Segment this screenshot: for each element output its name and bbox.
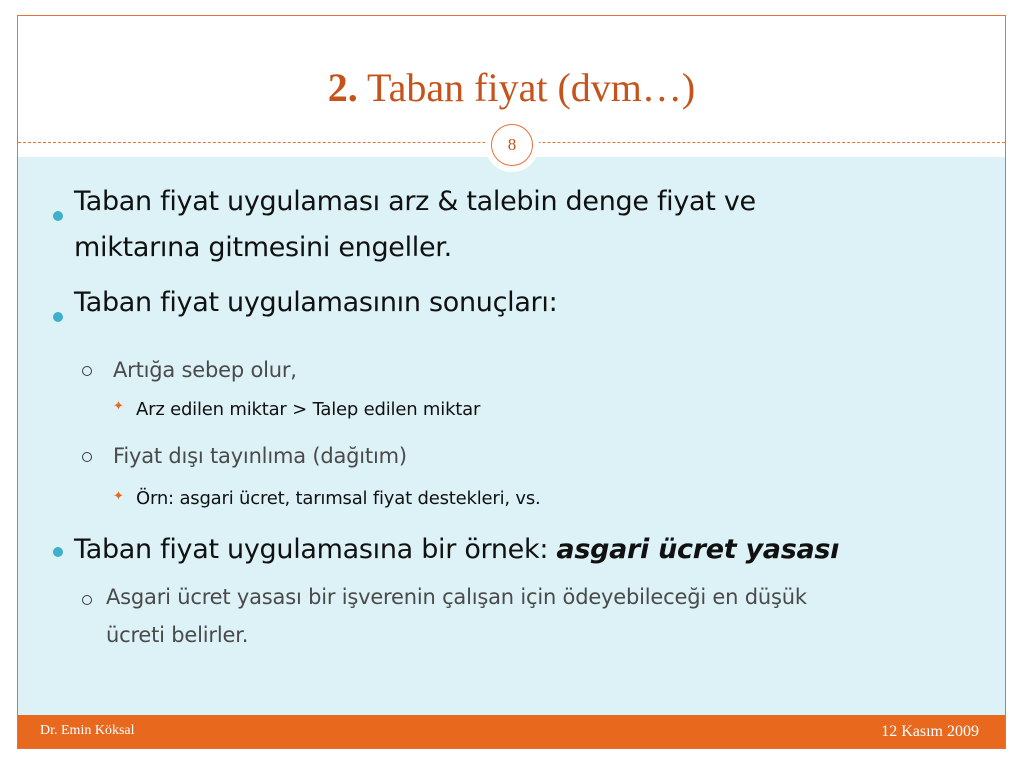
footer-author: Dr. Emin Köksal (40, 723, 135, 738)
bullet-dot-icon (53, 312, 63, 322)
title-text: Taban fiyat (dvm…) (357, 65, 696, 110)
bullet-ring-icon (82, 595, 92, 605)
content-area (18, 157, 1005, 715)
bullet-3-emphasis: asgari ücret yasası (556, 534, 840, 565)
bullet-ring-icon (82, 452, 92, 462)
bullet-2-sub-1: Artığa sebep olur, (113, 358, 297, 382)
bullet-ring-icon (82, 366, 92, 376)
bullet-2-sub-1-a: Arz edilen miktar > Talep edilen miktar (136, 399, 481, 420)
slide-title (18, 64, 1005, 112)
footer-bar (18, 715, 1005, 748)
bullet-dot-icon (53, 547, 63, 557)
bullet-dot-icon (53, 211, 63, 221)
bullet-2: Taban fiyat uygulamasının sonuçları: (74, 287, 558, 318)
bullet-2-sub-2: Fiyat dışı tayınlıma (dağıtım) (113, 444, 407, 468)
bullet-3 (74, 531, 839, 569)
bullet-2-sub-2-a: Örn: asgari ücret, tarımsal fiyat destekleri, vs. (136, 488, 541, 509)
page-number-badge (485, 118, 539, 172)
bullet-1-line-1: Taban fiyat uygulaması arz & talebin denge fiyat ve (74, 186, 756, 217)
footer-date: 12 Kasım 2009 (881, 723, 979, 740)
bullet-star-icon: ✦ (113, 399, 124, 414)
title-number: 2. (327, 65, 358, 110)
slide-frame (17, 15, 1006, 749)
bullet-3-text: Taban fiyat uygulamasına bir örnek: (74, 534, 557, 565)
bullet-3-sub-1-line-1: Asgari ücret yasası bir işverenin çalışan için ödeyebileceği en düşük (106, 585, 807, 609)
bullet-3-sub-1-line-2: ücreti belirler. (106, 623, 249, 647)
bullet-star-icon: ✦ (113, 489, 124, 504)
bullet-1-line-2: miktarına gitmesini engeller. (74, 232, 452, 263)
page-number: 8 (491, 124, 533, 166)
